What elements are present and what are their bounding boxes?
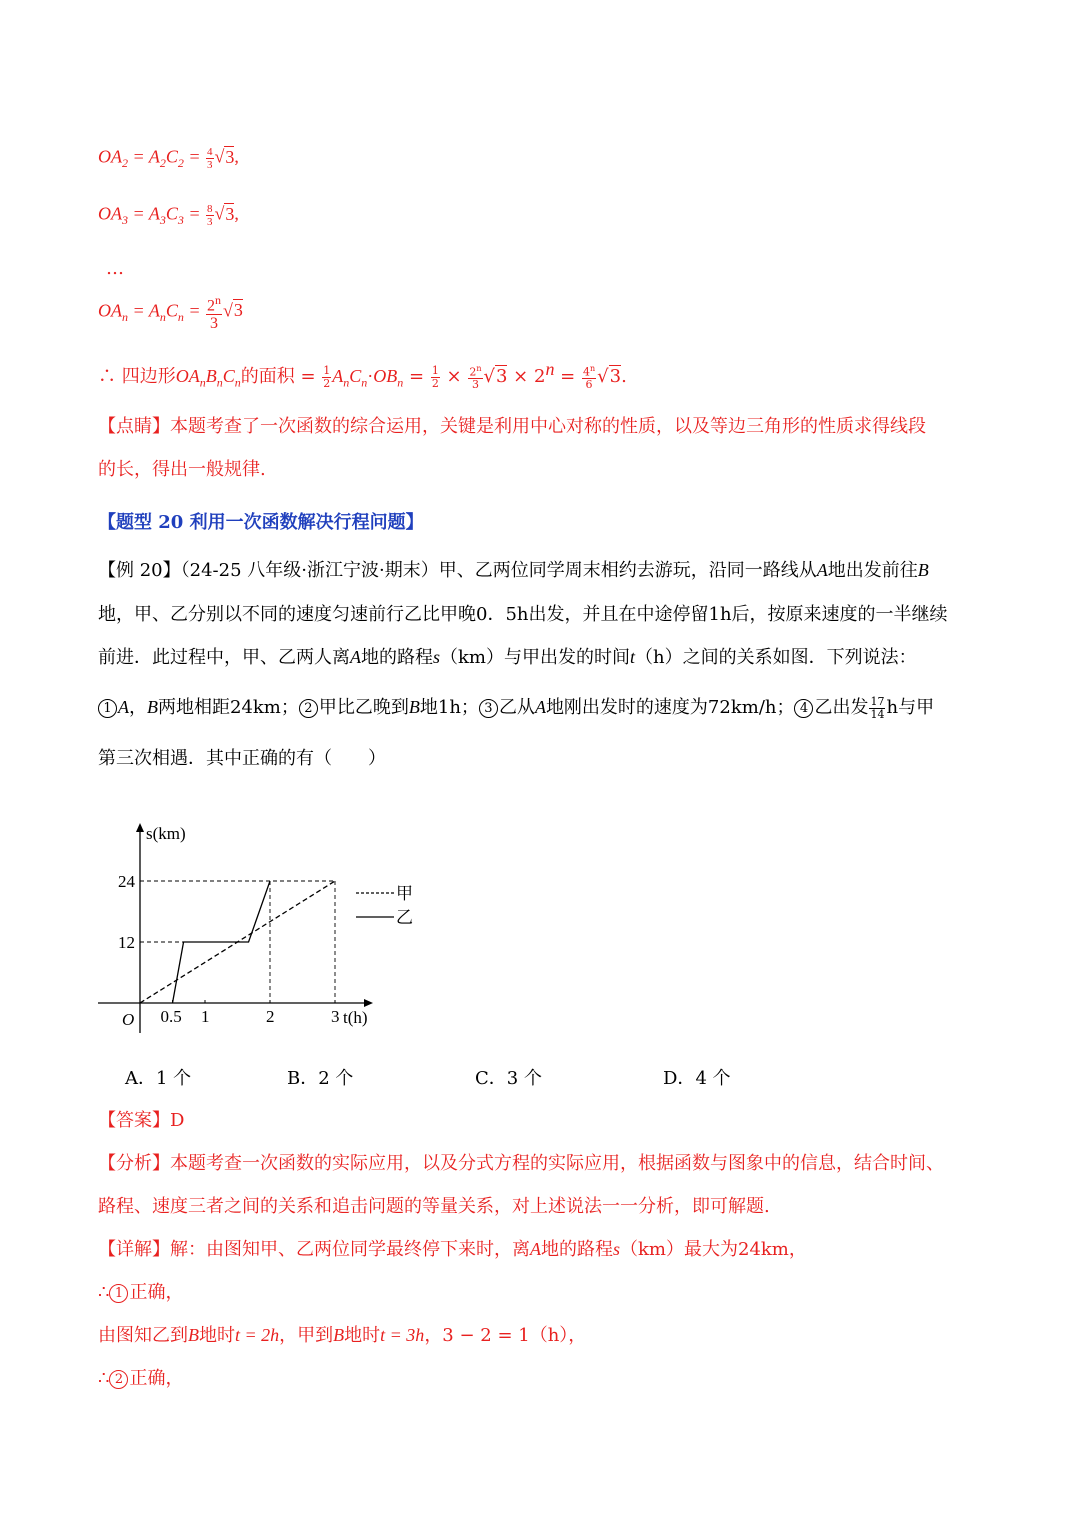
formula-oa3: $OA_3 = A_3C_3$ = $\frac{8}{3}$ √3, <box>98 203 239 228</box>
detail-line2: ∴ 1 正确， <box>98 1282 184 1303</box>
legend-label-0: 甲 <box>396 884 413 903</box>
option-a[interactable]: A．1 个 <box>125 1068 192 1089</box>
y-tick-label-0: 12 <box>118 933 135 952</box>
y-axis-label: s(km) <box>146 824 186 843</box>
x-axis-arrow <box>364 999 373 1007</box>
series-line-1 <box>173 881 271 1003</box>
detail-line4: ∴ 2 正确， <box>98 1368 184 1389</box>
section-title: 【题型 20 利用一次函数解决行程问题】 <box>98 512 424 533</box>
legend-label-1: 乙 <box>396 908 413 927</box>
formula-area: ∴ 四边形$OA_nB_nC_n$的面积 = $\frac{1}{2}$ $A_nC_n\cdot OB_n$ = $\frac{1}{2}$ × $\frac{2^n}{3}$ $√3 \times 2^n$ = $\frac{4^n}{6}$ √3. <box>98 359 627 392</box>
formula-oa2: $OA_2 = A_2C_2$ = $\frac{4}{3}$ √3, <box>98 146 239 171</box>
option-b[interactable]: B．2 个 <box>287 1068 354 1089</box>
example-line1: 【例 20】（24-25 八年级·浙江宁波·期末）甲、乙两位同学周末相约去游玩，沿同一路线从A地出发前往B <box>98 560 929 581</box>
example-line3: 前进．此过程中，甲、乙两人离A地的路程s（km）与甲出发的时间t（h）之间的关系如图．下列说法： <box>98 647 917 668</box>
x-tick-label-1: 1 <box>201 1007 210 1026</box>
distance-time-chart <box>90 815 430 1040</box>
detail-tag: 【详解】 <box>98 1239 170 1260</box>
analysis-line2: 路程、速度三者之间的关系和追击问题的等量关系，对上述说法一一分析，即可解题. <box>98 1196 770 1217</box>
example-line4: 1 A，B两地相距24km； 2 甲比乙晚到B地1h； 3 乙从A地刚出发时的速度为72km/h； 4 乙出发 $\frac{17}{14}$ h与甲 <box>98 693 934 721</box>
option-c[interactable]: C．3 个 <box>475 1068 542 1089</box>
answer-tag: 【答案】 <box>98 1110 170 1131</box>
y-tick-label-1: 24 <box>118 872 135 891</box>
analysis-tag: 【分析】 <box>98 1153 170 1174</box>
option-d[interactable]: D．4 个 <box>663 1068 731 1089</box>
analysis-line1: 【分析】本题考查一次函数的实际应用，以及分式方程的实际应用，根据函数与图象中的信息，结合时间、 <box>98 1153 944 1174</box>
formula-oan: $OA_n = A_nC_n$ = $\frac{2^n}{3}$ √3 <box>98 293 243 333</box>
example-tag: 【例 20】 <box>98 560 181 581</box>
origin-label: O <box>122 1010 135 1029</box>
example-line5: 第三次相遇．其中正确的有（ ） <box>98 748 386 769</box>
dianjing-line2: 的长，得出一般规律. <box>98 459 266 480</box>
y-axis-arrow <box>136 823 144 832</box>
dianjing-line1: 【点睛】本题考查了一次函数的综合运用，关键是利用中心对称的性质，以及等边三角形的性质求得线段 <box>98 416 926 437</box>
x-axis-label: t(h) <box>343 1008 368 1027</box>
detail-line3: 由图知乙到B地时t = 2h，甲到B地时t = 3h，3 − 2 = 1（h）， <box>98 1325 587 1346</box>
answer-line: 【答案】D <box>98 1110 185 1131</box>
example-line2: 地，甲、乙分别以不同的速度匀速前行乙比甲晚0．5h出发，并且在中途停留1h后，按原来速度的一半继续 <box>98 604 948 625</box>
detail-line1: 【详解】解：由图知甲、乙两位同学最终停下来时，离A地的路程s（km）最大为24km， <box>98 1239 807 1260</box>
x-tick-label-3: 3 <box>331 1007 340 1026</box>
x-tick-label-0: 0.5 <box>160 1007 182 1026</box>
x-tick-label-2: 2 <box>266 1007 275 1026</box>
formula-ellipsis: … <box>106 258 124 279</box>
dianjing-tag: 【点睛】 <box>98 416 170 437</box>
